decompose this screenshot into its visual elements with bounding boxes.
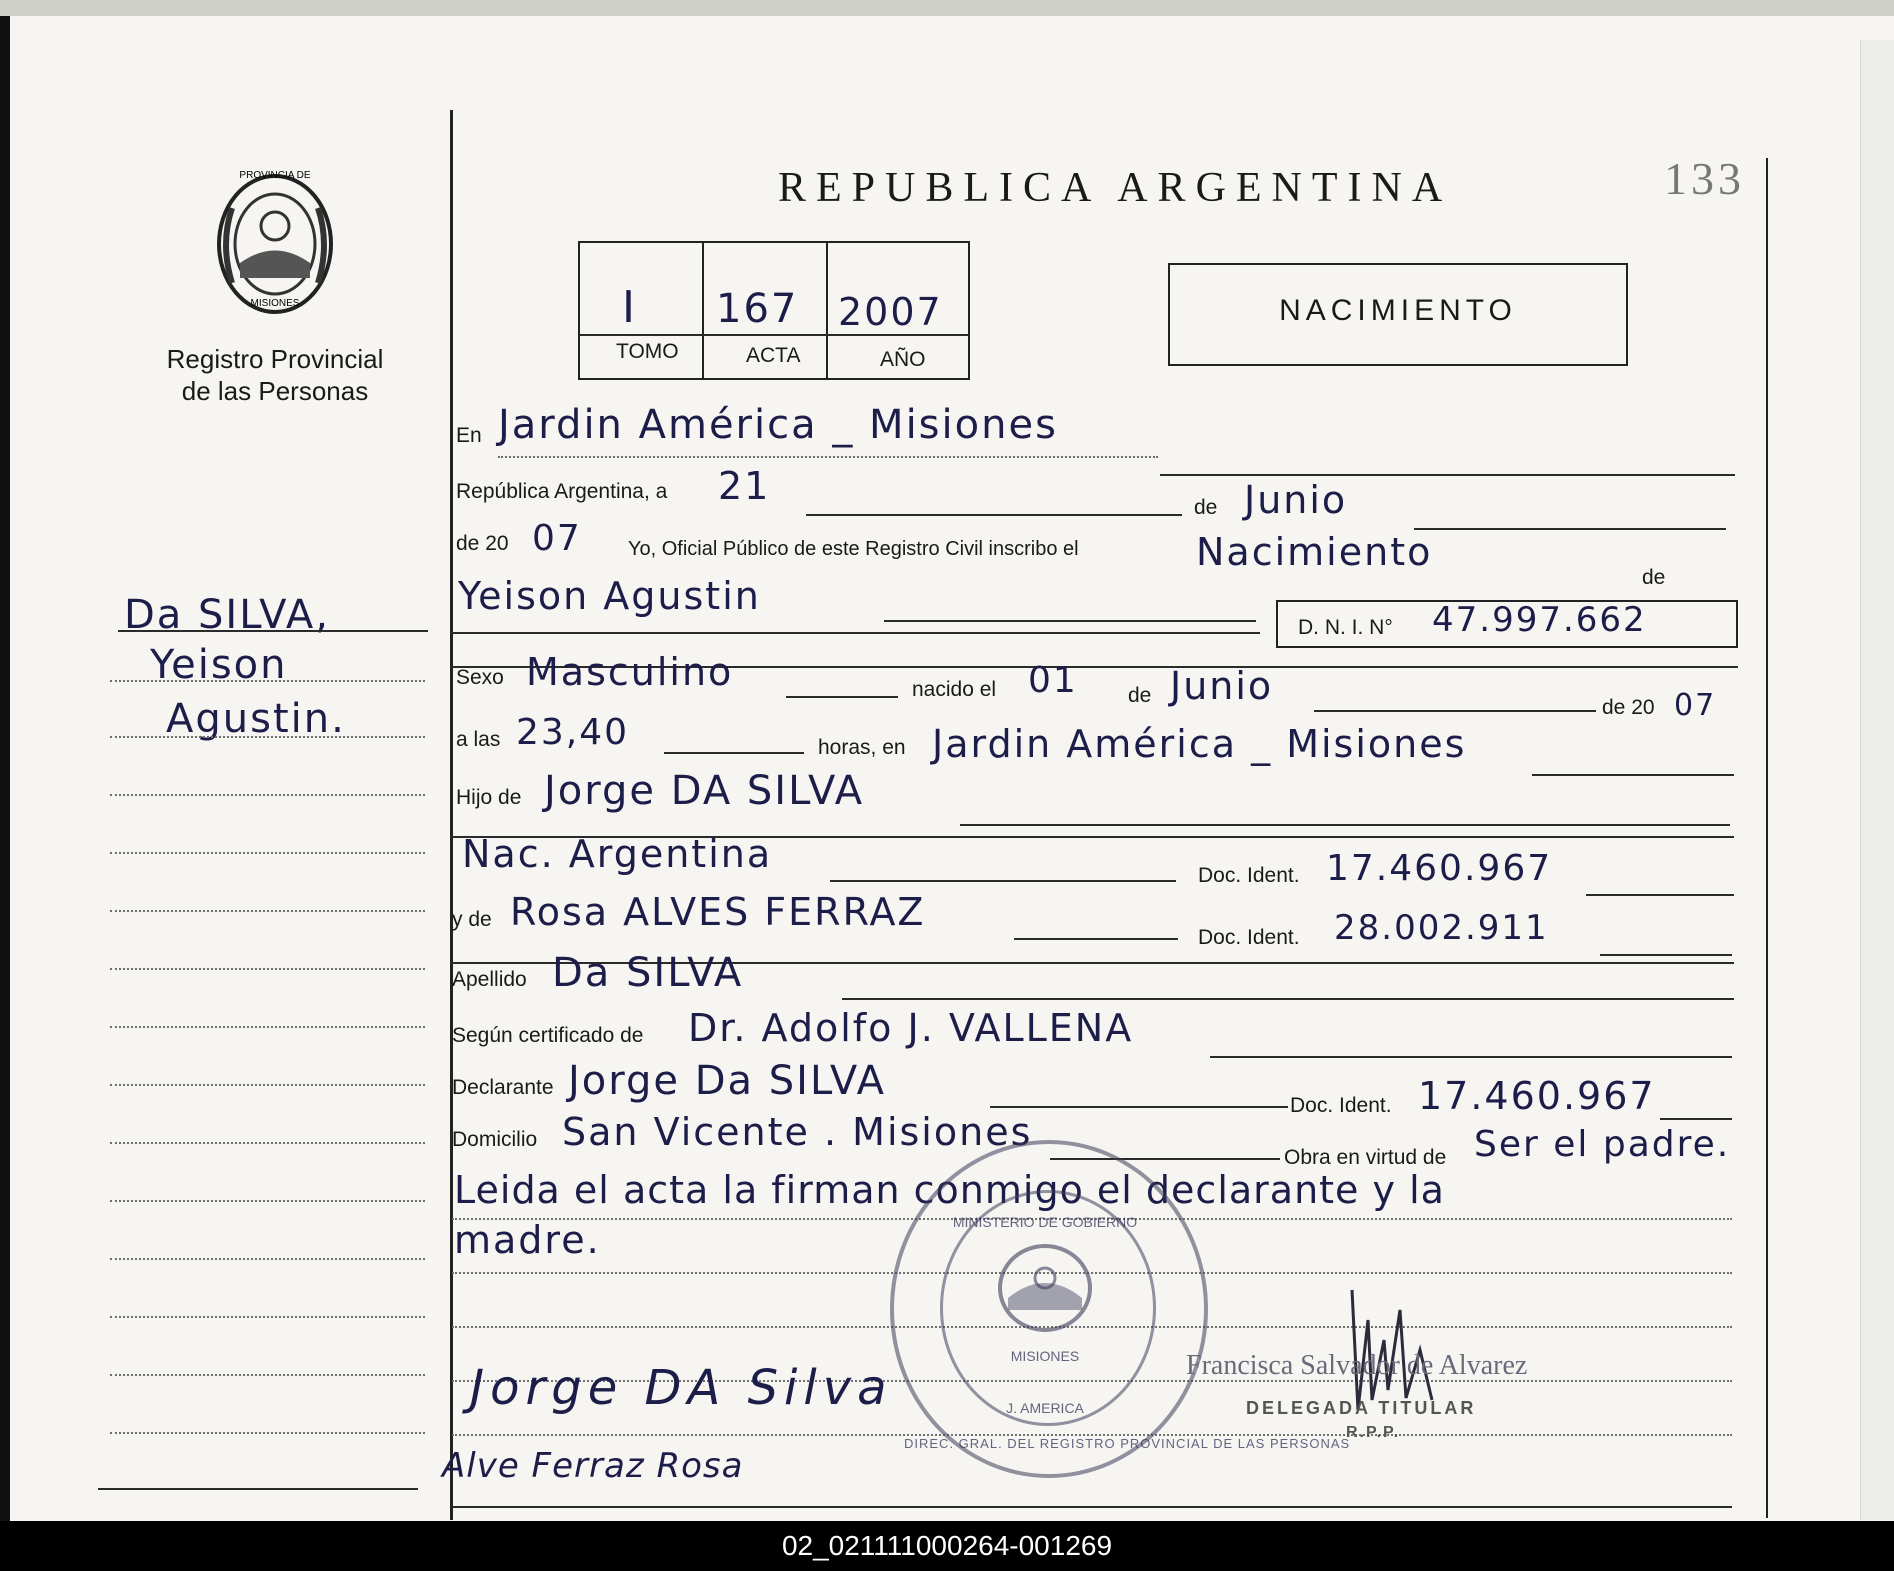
hijo-label: Hijo de [456, 786, 522, 809]
padre-value: Jorge DA SILVA [544, 768, 865, 814]
margin-middle-name: Agustin. [166, 696, 346, 742]
dni-value: 47.997.662 [1432, 600, 1647, 640]
file-id-bar [0, 1521, 1894, 1571]
nacido-mes: Junio [1170, 664, 1274, 708]
anio-value: 07 [532, 518, 582, 559]
nacido-anio: 07 [1674, 688, 1717, 723]
hora-value: 23,40 [516, 712, 630, 753]
margin-dotted-line [110, 736, 425, 738]
record-box-rule [580, 334, 968, 336]
republica-label: República Argentina, a [456, 480, 668, 503]
padre-doc: 17.460.967 [1326, 848, 1553, 889]
sexo-label: Sexo [456, 666, 504, 689]
nacido-label: nacido el [912, 678, 997, 701]
margin-dotted-line [110, 1142, 425, 1144]
en-label: En [456, 424, 482, 447]
acta-label: ACTA [746, 344, 801, 367]
dni-label: D. N. I. N° [1298, 616, 1393, 639]
margin-dotted-line [110, 1258, 425, 1260]
oficial-name: Francisca Salvador de Alvarez [1186, 1350, 1528, 1381]
acta-value: 167 [716, 286, 799, 332]
margin-rule [118, 630, 428, 632]
nota-line-2: madre. [454, 1218, 601, 1262]
de20-label-2: de 20 [1602, 696, 1655, 719]
doc-label-declarante: Doc. Ident. [1290, 1094, 1392, 1117]
de20-label: de 20 [456, 532, 509, 555]
margin-divider [450, 110, 453, 1520]
nombre-value: Yeison Agustin [458, 574, 761, 618]
anio-value: 2007 [838, 290, 943, 334]
signature-madre: Alve Ferraz Rosa [442, 1446, 744, 1486]
madre-doc-rule [1600, 954, 1732, 956]
padre-nac-value: Nac. Argentina [462, 832, 773, 876]
stamp-emblem [988, 1238, 1102, 1338]
segun-label: Según certificado de [452, 1024, 644, 1047]
registry-name-line2: de las Personas [181, 376, 369, 406]
alas-label: a las [456, 728, 501, 751]
bottom-rule [452, 1506, 1732, 1508]
margin-dotted-line [110, 1432, 425, 1434]
seal-bottom-text: MISIONES [250, 298, 300, 309]
margin-dotted-line [110, 680, 425, 682]
obra-value: Ser el padre. [1474, 1124, 1731, 1165]
margin-dotted-line [110, 852, 425, 854]
paper-right-edge [1860, 40, 1894, 1520]
margin-dotted-line [110, 1026, 425, 1028]
margin-surname: Da SILVA, [124, 592, 330, 638]
margin-dotted-line [110, 1316, 425, 1318]
domicilio-label: Domicilio [452, 1128, 538, 1151]
nombre-underline [450, 632, 1260, 634]
lugar-value: Jardin América _ Misiones [932, 722, 1467, 766]
margin-dotted-line [110, 1200, 425, 1202]
record-box-divider [702, 243, 704, 378]
dia-value: 21 [718, 464, 771, 508]
padre-nac-rule [830, 880, 1176, 882]
en-rule [1160, 474, 1735, 476]
padre-doc-rule [1586, 894, 1734, 896]
de-label-3: de [1128, 684, 1152, 707]
de-label-2: de [1642, 566, 1666, 589]
horas-label: horas, en [818, 736, 906, 759]
nota-line-1: Leida el acta la firman conmigo el declarante y la [454, 1168, 1445, 1212]
dia-rule [806, 514, 1182, 516]
margin-dotted-line [110, 1084, 425, 1086]
en-dotted-line [498, 456, 1158, 458]
madre-value: Rosa ALVES FERRAZ [510, 890, 926, 934]
margin-dotted-line [110, 794, 425, 796]
declarante-doc-rule [1660, 1118, 1732, 1120]
tomo-label: TOMO [616, 340, 679, 363]
seal-top-text: PROVINCIA DE [239, 170, 311, 181]
en-value: Jardin América _ Misiones [498, 402, 1058, 448]
padre-rule [960, 824, 1730, 826]
medico-rule [1210, 1056, 1732, 1058]
file-id: 02_021111000264-001269 [781, 1530, 1113, 1561]
declarante-label: Declarante [452, 1076, 554, 1099]
tomo-value: I [622, 282, 637, 333]
page-number: 133 [1664, 153, 1745, 204]
declarante-value: Jorge Da SILVA [568, 1058, 886, 1104]
de-label: de [1194, 496, 1218, 519]
mes-rule [1414, 528, 1726, 530]
apellido-label: Apellido [452, 968, 527, 991]
hora-rule [664, 752, 804, 754]
oficial-title: DELEGADA TITULAR [1246, 1398, 1477, 1418]
sexo-rule [786, 696, 898, 698]
yo-label: Yo, Oficial Público de este Registro Civil inscribo el [628, 538, 1079, 560]
margin-dotted-line [110, 968, 425, 970]
declarante-doc: 17.460.967 [1418, 1074, 1656, 1118]
nombre-rule [884, 620, 1256, 622]
medico-value: Dr. Adolfo J. VALLENA [688, 1006, 1134, 1050]
margin-dotted-line [110, 1374, 425, 1376]
sexo-value: Masculino [526, 650, 734, 694]
nacido-dia: 01 [1028, 660, 1078, 701]
margin-bottom-rule [98, 1488, 418, 1490]
stamp-place: J. AMERICA [1006, 1400, 1084, 1416]
inscribo-value: Nacimiento [1196, 530, 1433, 574]
stamp-inner-bottom: MISIONES [1010, 1348, 1080, 1364]
doc-label-padre: Doc. Ident. [1198, 864, 1300, 887]
declarante-rule [990, 1106, 1288, 1108]
yde-label: y de [452, 908, 492, 931]
record-box-divider [826, 243, 828, 378]
act-type: NACIMIENTO [1279, 294, 1517, 327]
madre-doc: 28.002.911 [1334, 908, 1549, 948]
margin-dotted-line [110, 910, 425, 912]
mes-value: Junio [1244, 478, 1348, 522]
doc-label-madre: Doc. Ident. [1198, 926, 1300, 949]
stamp-outer-text: DIREC. GRAL. DEL REGISTRO PROVINCIAL DE LAS PERSONAS [904, 1436, 1351, 1451]
paper-top-edge [0, 0, 1894, 16]
stamp-inner-text: MINISTERIO DE GOBIERNO [952, 1214, 1138, 1230]
apellido-rule [842, 998, 1734, 1000]
obra-label: Obra en virtud de [1284, 1146, 1447, 1169]
nacido-rule [1314, 710, 1596, 712]
apellido-value: Da SILVA [552, 950, 744, 996]
madre-rule [1014, 938, 1178, 940]
domicilio-value: San Vicente . Misiones [562, 1110, 1033, 1154]
document-title: REPUBLICA ARGENTINA [778, 165, 1453, 211]
oficial-sub: R.P.P. [1346, 1424, 1401, 1441]
registry-name-line1: Registro Provincial [166, 344, 384, 374]
anio-label: AÑO [880, 348, 926, 371]
right-border [1766, 158, 1768, 1518]
margin-first-name: Yeison [150, 642, 288, 688]
lugar-rule [1532, 774, 1734, 776]
signature-declarante: Jorge DA Silva [470, 1360, 893, 1416]
